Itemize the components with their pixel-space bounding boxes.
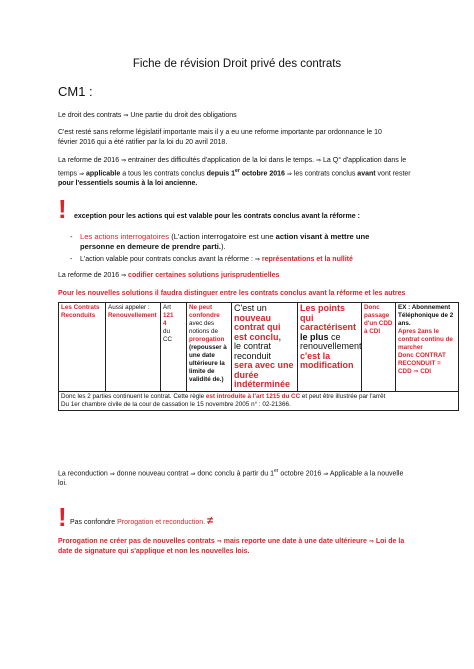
text-line: loi. <box>58 480 67 488</box>
text: temps <box>58 170 78 178</box>
text: avant <box>357 170 376 178</box>
intro-paragraph-2 <box>58 128 428 148</box>
intro-line-1 <box>58 111 428 121</box>
text: les contrats conclus <box>293 170 356 178</box>
text-line <box>58 537 433 547</box>
text-line: pour l'essentiels soumis à la loi ancienne. <box>58 180 198 188</box>
table-cell <box>59 303 106 392</box>
text: octobre 2016 <box>280 470 322 478</box>
exclamation-icon: ! <box>58 502 67 532</box>
prorogation-paragraph <box>58 537 433 557</box>
text-line <box>58 156 428 166</box>
table-cell <box>106 303 161 392</box>
text: applicable <box>86 170 121 178</box>
text: et peut être illustrée par l'arrêt <box>301 392 386 400</box>
arrow-icon: ⇒ <box>121 272 127 279</box>
arrow-icon: ⇒ <box>121 157 127 164</box>
text: c'est la modification <box>300 350 354 370</box>
text-line <box>58 466 428 479</box>
table-cell <box>298 303 362 392</box>
text: a tous les contrats conclus <box>122 170 205 178</box>
text: Apres 2ans le contrat continu de marcher <box>398 328 453 351</box>
text: le plus <box>300 331 329 342</box>
text: depuis 1 <box>206 170 236 178</box>
text: Les points qui caractérisent <box>300 303 357 332</box>
bullet-dash: - <box>70 256 73 263</box>
table-cell <box>161 303 187 392</box>
text: Une partie du droit des obligations <box>130 112 237 119</box>
table-cell <box>187 303 232 392</box>
text: du <box>163 328 171 335</box>
text-line: C'est resté sans reforme législatif importante mais il y a eu une reforme importante par ordonnance le 10 <box>58 129 382 136</box>
text: action visant à mettre une <box>275 232 370 241</box>
text: Art <box>163 304 172 311</box>
table-cell <box>232 303 298 392</box>
text: Prorogation et reconduction. <box>117 519 206 526</box>
page-title: Fiche de révision Droit privé des contrats <box>132 58 342 70</box>
text: La reforme de 2016 <box>58 272 120 279</box>
text-line: février 2016 qui a été ratifier par la loi du 20 avril 2018. <box>58 139 228 146</box>
table-row <box>59 391 459 410</box>
text: Les actions interrogatoires <box>80 232 170 241</box>
text: Donc passage d'un CDD à CDI <box>364 304 393 335</box>
text-line <box>58 166 428 179</box>
text: ce renouvellement <box>300 331 362 351</box>
bullet-dash: - <box>70 232 73 241</box>
text: (L'action interrogatoire est une <box>171 232 274 241</box>
text: Du 1er chambre civile de la cour de cassation le 15 novembre 2005 n° : 02-21366. <box>61 400 291 408</box>
nouvelles-line: Pour les nouvelles solutions il faudra distinguer entre les contrats conclus avant la réforme et les autres <box>58 290 406 297</box>
text: L'action valable pour contrats conclus avant la réforme : <box>80 256 253 263</box>
arrow-icon: ⇒ <box>323 470 329 478</box>
table-row <box>59 303 459 392</box>
text: donc conclu à partir du 1 <box>197 470 274 478</box>
text: Prorogation <box>58 538 98 545</box>
text: nouveau contrat qui est conclu, <box>234 312 282 342</box>
text: 4 <box>163 320 167 327</box>
text: CDI <box>420 368 432 375</box>
contrats-table <box>58 302 459 411</box>
table-cell <box>396 303 459 392</box>
text: EX : Abonnement Téléphonique de 2 ans. <box>398 304 454 327</box>
text: C'est un <box>234 303 267 313</box>
text: Aussi appeler : <box>108 304 150 311</box>
text: Le droit des contrats <box>58 112 122 119</box>
superscript: er <box>274 468 279 474</box>
text: prorogation <box>189 336 225 343</box>
text: représentations et la nullité <box>261 256 353 263</box>
text: codifier certaines solutions jurisprudentielles <box>128 272 280 279</box>
superscript: er <box>235 168 240 174</box>
arrow-icon: ⇒ <box>109 470 115 478</box>
exception-text: exception pour les actions qui est valable pour les contrats conclus avant la réforme : <box>74 213 360 220</box>
intro-paragraph-3 <box>58 156 428 189</box>
arrow-icon: ⇒ <box>286 170 292 178</box>
exception-list <box>70 232 425 265</box>
arrow-icon: ⇒ <box>190 470 196 478</box>
text: Applicable a la nouvelle <box>329 470 404 478</box>
text: Ne peut confondre <box>189 304 220 319</box>
text: La reconduction <box>58 470 108 478</box>
text: Donc CONTRAT RECONDUIT = CDD <box>398 352 446 375</box>
arrow-icon: ⇒ <box>316 157 322 164</box>
text: Cette règle <box>173 392 205 400</box>
text: Renouvellement <box>108 312 157 319</box>
section-heading: CM1 : <box>58 84 93 99</box>
codifier-line <box>58 271 428 281</box>
text: Pas confondre <box>70 519 116 526</box>
text: mais reporte une date à une date ultérieure <box>223 538 367 545</box>
text: Donc les 2 parties continuent le contrat. <box>61 392 172 400</box>
text: vont rester <box>377 170 411 178</box>
reconduction-paragraph <box>58 466 428 489</box>
arrow-icon: ⇒ <box>216 538 222 545</box>
text: 121 <box>163 312 174 319</box>
table-cell <box>362 303 396 392</box>
exclamation-icon: ! <box>58 194 67 224</box>
arrow-icon: ⇒ <box>79 170 85 178</box>
text: donne nouveau contrat <box>116 470 189 478</box>
text: Les Contrats Reconduits <box>61 304 100 319</box>
text: le contrat reconduit <box>234 341 272 361</box>
text: La Q° d'application dans le <box>323 157 407 164</box>
arrow-icon: ⇒ <box>123 112 129 119</box>
arrow-icon: ⇒ <box>368 538 374 545</box>
text: est introduite à l'art 1215 du CC <box>205 392 301 400</box>
text: CC <box>163 336 173 343</box>
arrow-icon: ⇒ <box>254 256 260 263</box>
arrow-icon: ⇒ <box>413 368 419 375</box>
text: entrainer des difficultés d'application de la loi dans le temps. <box>128 157 315 164</box>
table-cell <box>59 391 459 410</box>
confondre-line <box>70 516 370 528</box>
text: La reforme de 2016 <box>58 157 120 164</box>
text: personne en demeure de prendre parti. <box>80 242 221 251</box>
text: octobre 2016 <box>241 170 285 178</box>
text: Loi de la <box>375 538 405 545</box>
text-line: date de signature qui s'applique et non les nouvelles lois. <box>58 548 250 555</box>
text: ne créer pas de nouvelles contrats <box>99 538 215 545</box>
text: sera avec une durée indéterminée <box>234 360 294 389</box>
list-item <box>70 232 425 252</box>
list-item <box>70 255 425 265</box>
text: (repousser à une date ultérieure la limite de validité de.) <box>189 344 227 383</box>
not-equal-icon: ≠ <box>207 515 214 527</box>
text: ). <box>220 242 226 251</box>
text: avec des notions de <box>189 320 219 335</box>
